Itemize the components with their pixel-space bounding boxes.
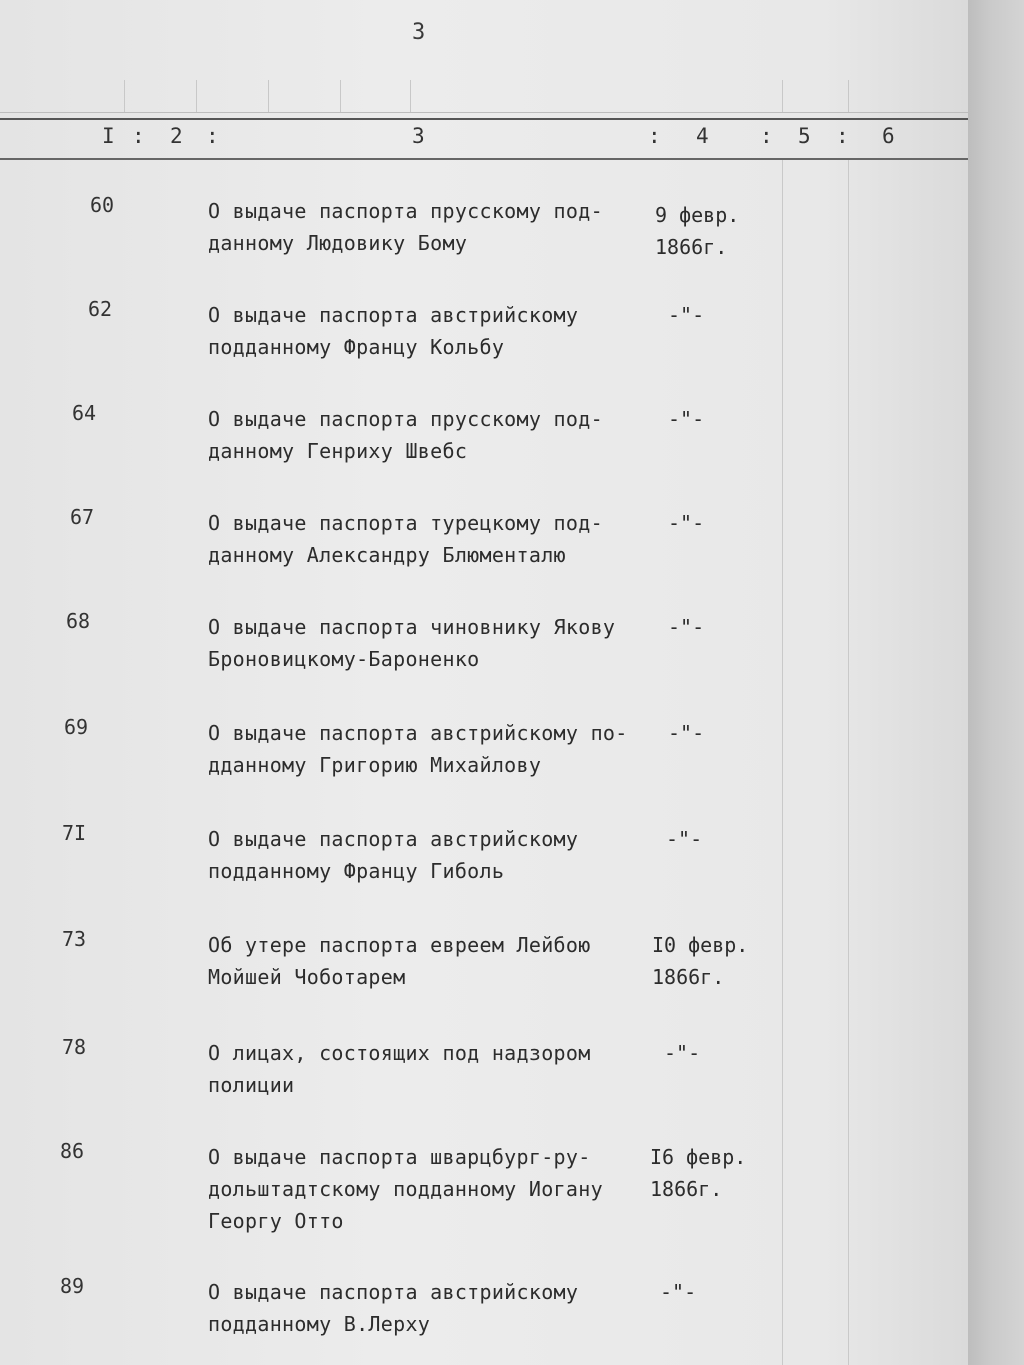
entry-title <box>208 299 648 363</box>
entry-title <box>208 717 648 781</box>
header-rule-top <box>0 118 968 120</box>
column-number-3: 3 <box>412 124 425 148</box>
entry-title-line: О лицах, состоящих под надзором <box>208 1041 591 1065</box>
column-number-1: I <box>102 124 115 148</box>
entry-title-line: О выдаче паспорта чиновнику Якову <box>208 615 616 639</box>
column-number-4: 4 <box>696 124 709 148</box>
entry-number: 73 <box>62 927 87 951</box>
entry-number: 86 <box>60 1139 85 1163</box>
entry-title-line: подданному Францу Кольбу <box>208 335 505 359</box>
entry-title <box>208 1037 648 1101</box>
entry-number: 69 <box>64 715 89 739</box>
header-rule-bottom <box>0 158 968 160</box>
entry-date-line: I0 февр. <box>652 933 749 957</box>
entry-title <box>208 195 648 259</box>
entry-date <box>664 1037 700 1069</box>
entry-title-line: дданному Григорию Михайлову <box>208 753 542 777</box>
entry-date <box>668 507 704 539</box>
entry-title <box>208 1276 648 1340</box>
entry-date <box>666 823 702 855</box>
entry-date <box>660 1276 696 1308</box>
entry-date-line: -"- <box>668 721 705 745</box>
column-separator: : <box>648 124 661 148</box>
entry-title-line: данному Генриху Швебс <box>208 439 468 463</box>
column-guide <box>782 160 783 1365</box>
entry-date-line: 1866г. <box>655 235 728 259</box>
entry-number: 68 <box>66 609 91 633</box>
entry-date <box>652 929 748 993</box>
entry-title-line: подданному В.Лерху <box>208 1312 431 1336</box>
entry-date-line: -"- <box>668 511 705 535</box>
entry-date-line: I6 февр. <box>650 1145 747 1169</box>
entry-title-line: О выдаче паспорта австрийскому <box>208 827 579 851</box>
entry-date-line: 9 февр. <box>655 203 740 227</box>
entry-title-line: Об утере паспорта евреем Лейбою <box>208 933 591 957</box>
entry-date-line: 1866г. <box>652 965 725 989</box>
column-guide <box>848 160 849 1365</box>
entry-date-line: -"- <box>666 827 703 851</box>
entry-title <box>208 507 648 571</box>
entry-title <box>208 403 648 467</box>
entry-date <box>668 403 704 435</box>
entry-date-line: -"- <box>668 407 705 431</box>
entry-number: 60 <box>90 193 115 217</box>
entry-number: 67 <box>70 505 95 529</box>
header-divider <box>340 80 341 112</box>
entry-title-line: Мойшей Чоботарем <box>208 965 406 989</box>
next-sheet-edge <box>968 0 1024 1365</box>
header-divider <box>196 80 197 112</box>
header-divider <box>782 80 783 112</box>
column-number-2: 2 <box>170 124 183 148</box>
entry-number: 62 <box>88 297 113 321</box>
column-separator: : <box>760 124 773 148</box>
entry-title-line: О выдаче паспорта турецкому под- <box>208 511 603 535</box>
entry-title-line: О выдаче паспорта австрийскому по- <box>208 721 628 745</box>
entry-number: 78 <box>62 1035 87 1059</box>
column-number-5: 5 <box>798 124 811 148</box>
entry-number: 64 <box>72 401 97 425</box>
header-divider <box>410 80 411 112</box>
entry-title-line: Георгу Отто <box>208 1209 344 1233</box>
entry-date-line: -"- <box>660 1280 697 1304</box>
column-number-6: 6 <box>882 124 895 148</box>
entry-title <box>208 929 648 993</box>
entry-date <box>668 611 704 643</box>
entry-date-line: -"- <box>664 1041 701 1065</box>
header-divider <box>124 80 125 112</box>
entry-date-line: -"- <box>668 303 705 327</box>
entry-title-line: дольштадтскому подданному Иогану <box>208 1177 603 1201</box>
entry-title <box>208 823 648 887</box>
entry-date-line: 1866г. <box>650 1177 723 1201</box>
column-separator: : <box>206 124 219 148</box>
entry-title-line: О выдаче паспорта австрийскому <box>208 303 579 327</box>
column-separator: : <box>132 124 145 148</box>
entry-title-line: данному Александру Блюменталю <box>208 543 566 567</box>
entry-number: 89 <box>60 1274 85 1298</box>
entry-title <box>208 611 648 675</box>
entry-title-line: подданному Францу Гиболь <box>208 859 505 883</box>
faint-header-row <box>0 80 968 113</box>
entry-date <box>650 1141 746 1205</box>
entry-title-line: данному Людовику Бому <box>208 231 468 255</box>
entry-title-line: О выдаче паспорта австрийскому <box>208 1280 579 1304</box>
entry-date-line: -"- <box>668 615 705 639</box>
entry-title-line: О выдаче паспорта шварцбург-ру- <box>208 1145 591 1169</box>
entry-date <box>655 199 739 263</box>
entry-title-line: О выдаче паспорта прусскому под- <box>208 407 603 431</box>
header-divider <box>268 80 269 112</box>
entry-title-line: полиции <box>208 1073 295 1097</box>
entry-date <box>668 717 704 749</box>
entry-title <box>208 1141 648 1237</box>
header-divider <box>848 80 849 112</box>
entry-title-line: О выдаче паспорта прусскому под- <box>208 199 603 223</box>
page-number: 3 <box>412 20 426 45</box>
entry-number: 7I <box>62 821 87 845</box>
column-separator: : <box>836 124 849 148</box>
entry-date <box>668 299 704 331</box>
entry-title-line: Броновицкому-Бароненко <box>208 647 480 671</box>
